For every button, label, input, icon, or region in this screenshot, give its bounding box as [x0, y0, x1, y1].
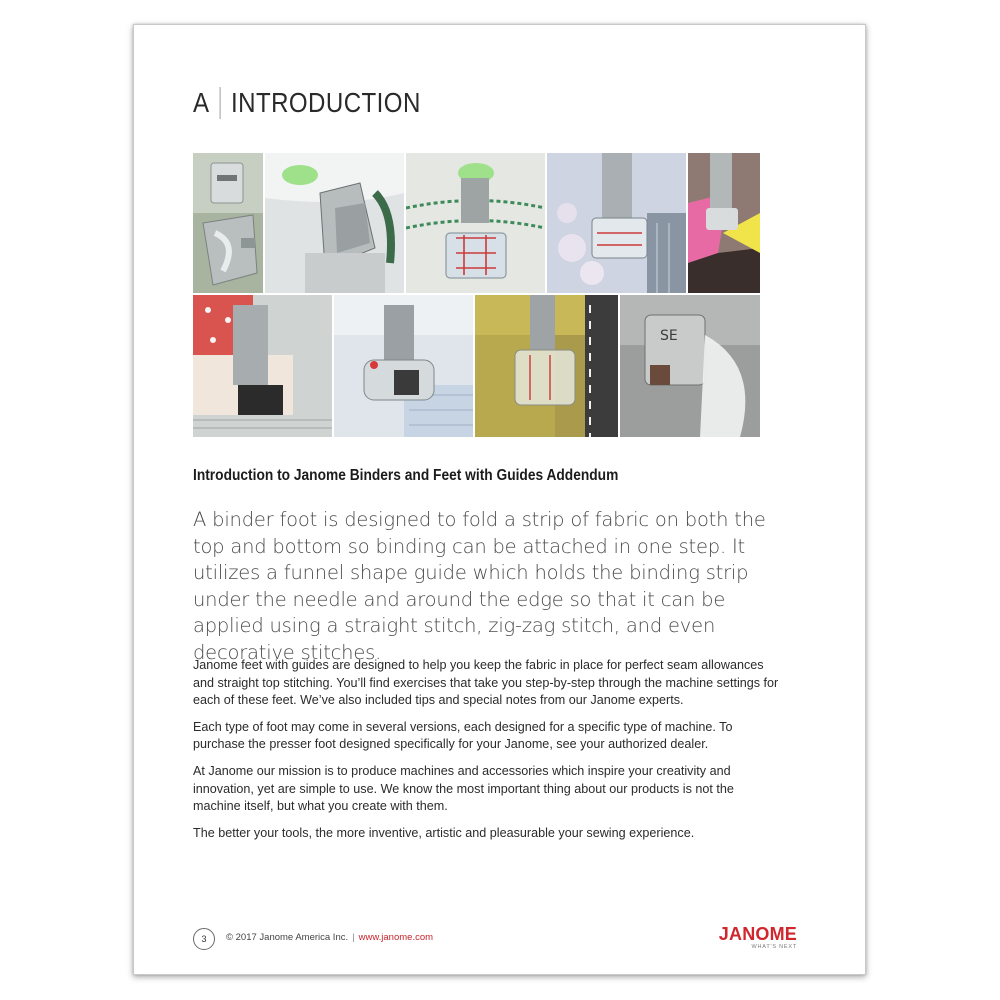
edge-guide-foot-photo: [475, 295, 618, 437]
se-foot-photo: [620, 295, 760, 437]
zipper-foot-photo: [193, 295, 332, 437]
open-toe-guide-foot-photo: [334, 295, 473, 437]
page-subtitle: Introduction to Janome Binders and Feet with Guides Addendum: [193, 467, 619, 484]
logo-wordmark: JANOME: [718, 924, 797, 944]
body-paragraph: Each type of foot may come in several versions, each designed for a specific type of machine. To purchase the presser foot designed specifically for your Janome, see your authorized dealer.: [193, 719, 733, 752]
body-paragraph: At Janome our mission is to produce machines and accessories which inspire your creativity and innovation, yet are simple to use. We know the most important thing about our products is not the machine itself, but what you create with them.: [193, 763, 734, 814]
logo-tagline: WHAT'S NEXT: [751, 944, 797, 950]
quilting-guide-foot-photo: [547, 153, 686, 293]
section-title: INTRODUCTION: [231, 87, 421, 118]
website-link[interactable]: www.janome.com: [358, 932, 434, 943]
binder-foot-photo: [193, 153, 263, 293]
footer-separator: |: [352, 932, 355, 943]
heading-divider: [220, 87, 221, 119]
body-paragraph: The better your tools, the more inventive, artistic and pleasurable your sewing experience.: [193, 825, 695, 840]
lead-paragraph: A binder foot is designed to fold a strip of fabric on both the top and bottom so binding can be attached in one step. It utilizes a funnel shape guide which holds the binding strip under the needle and around the edge so that it can be applied using a straight stitch, zig-zag stitch, and even decorative stitches.: [193, 508, 766, 664]
svg-text:SE: SE: [660, 328, 678, 344]
start-stop-binder-photo: [265, 153, 404, 293]
patchwork-foot-photo: [688, 153, 760, 293]
body-paragraph: Janome feet with guides are designed to help you keep the fabric in place for perfect seam allowances and straight top stitching. You’ll find exercises that take you step-by-step through the machine settings for each of these feet. We’ve also included tips and special notes from our Janome experts.: [193, 658, 779, 708]
section-heading: [193, 83, 421, 123]
footer-credits: [226, 932, 433, 943]
page-number: 3: [193, 928, 215, 950]
photo-gallery: [193, 153, 760, 437]
copyright-text: © 2017 Janome America Inc.: [226, 932, 349, 943]
body-text: [193, 657, 783, 851]
janome-logo: [719, 925, 797, 950]
section-letter: A: [193, 87, 210, 118]
page-footer: [193, 925, 803, 955]
document-page: [133, 24, 866, 975]
embroidery-foot-photo: [406, 153, 545, 293]
